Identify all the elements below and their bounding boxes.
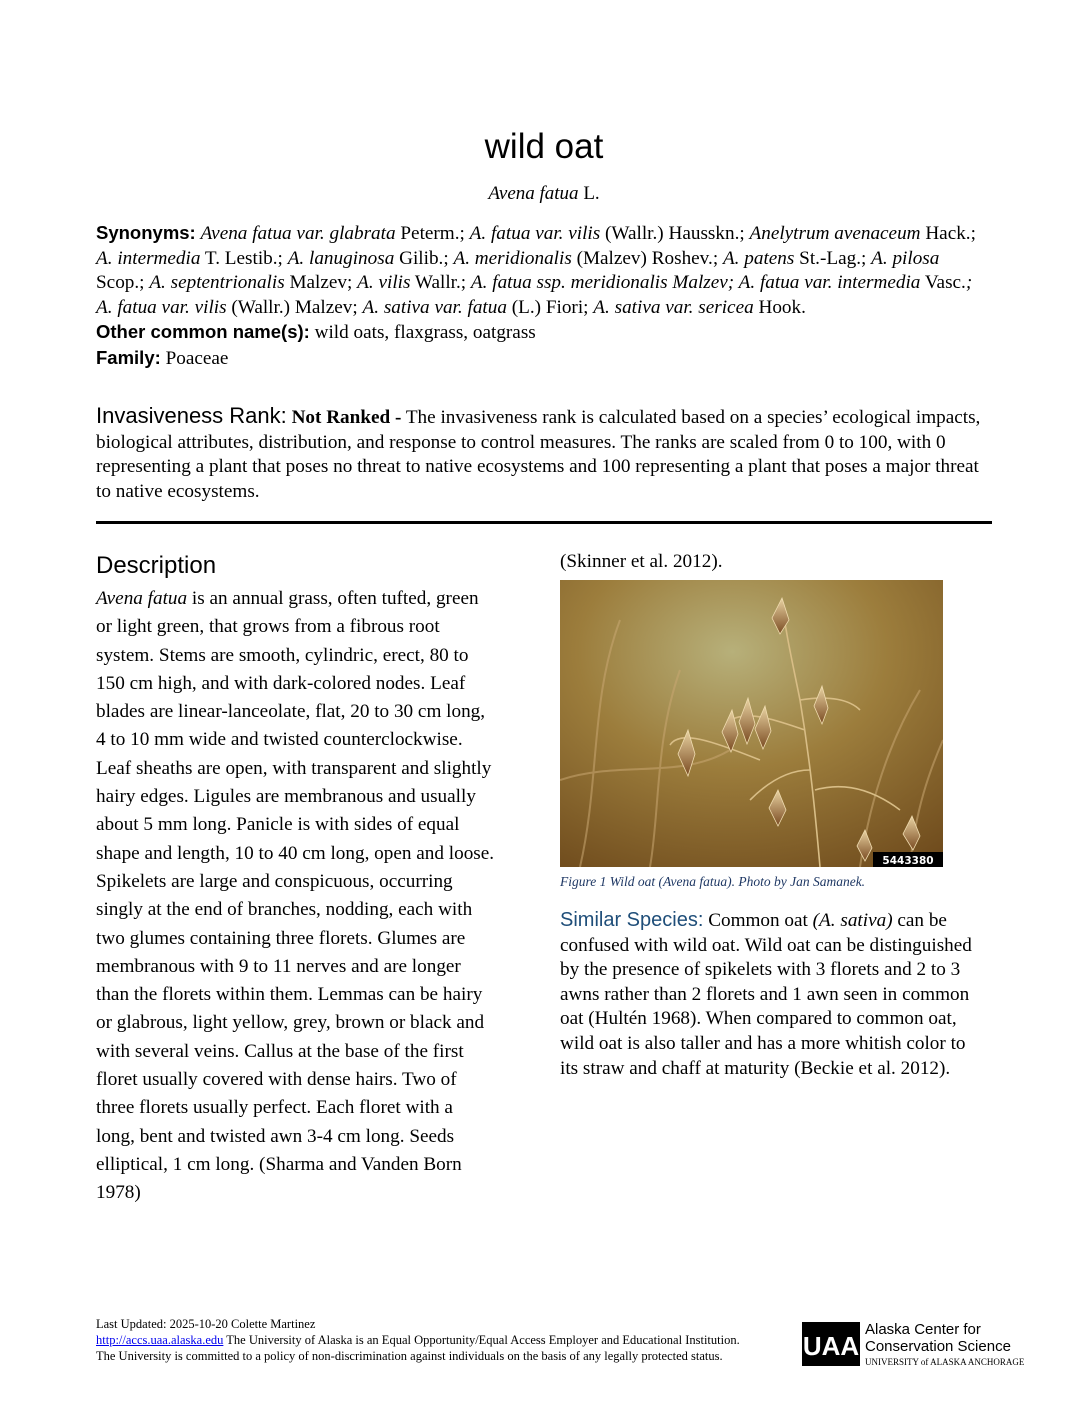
similar-species-name: (A. sativa) [812, 910, 893, 931]
synonym-fragment: Malzev; [284, 272, 358, 294]
synonym-fragment: (L.) Fiori; [506, 296, 594, 318]
synonym-fragment: Avena fatua var. glabrata [200, 223, 396, 244]
synonym-fragment: T. Lestib.; [200, 247, 288, 269]
family-label: Family: [96, 346, 161, 368]
invasiveness-value: Not Ranked - [291, 407, 402, 428]
synonym-fragment: Hack.; [920, 223, 976, 244]
description-text [96, 585, 496, 1208]
common-names [96, 320, 986, 346]
footer [96, 1316, 756, 1364]
accs-link[interactable]: http://accs.uaa.alaska.edu [96, 1333, 224, 1347]
family-value: Poaceae [165, 347, 229, 369]
similar-species-text: can be confused with wild oat. Wild oat can be distinguished by the presence of spikelets with 3 florets and 2 to 3 awns rather than 2 florets and 1 awn seen in common oat (Hultén 1968). When compared to common oat, wild oat is also taller and has a more whitish color to its straw and chaff at maturity (Beckie et al. 2012). [560, 910, 972, 1079]
synonym-fragment: Anelytrum avenaceum [749, 223, 921, 244]
family [96, 346, 986, 372]
invasiveness-rank [96, 404, 986, 504]
similar-species-intro: Common oat [708, 910, 808, 931]
synonym-fragment: A. sativa var. fatua [362, 296, 507, 318]
synonym-fragment: (Wallr.) Malzev; [226, 296, 363, 318]
synonym-fragment: A. meridionalis [453, 247, 572, 269]
similar-species-label: Similar Species: [560, 909, 704, 931]
invasiveness-label: Invasiveness Rank: [96, 403, 287, 428]
synonym-fragment: ; A. fatua var. vilis [96, 272, 973, 318]
wild-oat-photo [560, 580, 943, 867]
synonyms [96, 221, 986, 320]
synonym-fragment: A. fatua var. vilis [469, 223, 601, 244]
synonym-fragment: (Malzev) Roshev.; [571, 247, 723, 269]
synonym-fragment: A. pilosa [871, 247, 940, 269]
synonym-fragment: St.-Lag.; [794, 247, 872, 269]
last-updated: Last Updated: 2025-10-20 Colette Martinez [96, 1317, 316, 1331]
common-names-value: wild oats, flaxgrass, oatgrass [314, 322, 536, 344]
logo-line-1: Alaska Center for [865, 1321, 981, 1338]
synonyms-list [96, 223, 976, 318]
logo-mark: UAA [802, 1331, 860, 1361]
synonym-fragment: Vasc. [920, 272, 966, 294]
synonyms-label: Synonyms: [96, 222, 196, 243]
synonym-fragment: Scop.; [96, 272, 150, 294]
description-continuation: (Skinner et al. 2012). [560, 551, 723, 572]
accs-logo [802, 1320, 1042, 1370]
synonym-fragment: Hook. [753, 296, 806, 318]
synonym-fragment: A. fatua ssp. meridionalis Malzev; A. fatua var. intermedia [470, 272, 921, 294]
photo-image-id: 5443380 [882, 855, 934, 867]
logo-line-2: Conservation Science [865, 1338, 1011, 1355]
synonym-fragment: A. sativa var. sericea [593, 296, 754, 318]
description-heading: Description [96, 552, 217, 579]
section-divider [96, 521, 992, 524]
figure-caption: Figure 1 Wild oat (Avena fatua). Photo by Jan Samanek. [560, 874, 866, 889]
synonym-fragment: A. septentrionalis [149, 272, 285, 294]
synonym-fragment: A. lanuginosa [287, 247, 395, 269]
page-title: wild oat [484, 127, 604, 166]
synonym-fragment: (Wallr.) Hausskn.; [600, 223, 750, 244]
scientific-name-author: L. [583, 183, 600, 204]
footer-text: The University of Alaska is an Equal Opportunity/Equal Access Employer and Educational Institution. The University is committed to a policy of non-discrimination against individuals on the basis of any legally protected status. [96, 1333, 740, 1363]
common-names-label: Other common name(s): [96, 321, 310, 343]
taxonomy-block [96, 221, 986, 372]
similar-species [560, 908, 980, 1081]
invasiveness-text: The invasiveness rank is calculated based on a species’ ecological impacts, biological attributes, distribution, and response to control measures. The ranks are scaled from 0 to 100, with 0 representing a plant that poses no threat to native ecosystems and 100 representing a plant that poses a major threat to native ecosystems. [96, 407, 981, 502]
scientific-name-species: Avena fatua [488, 183, 579, 204]
description-species: Avena fatua [96, 588, 188, 609]
synonym-fragment: Wallr.; [410, 272, 471, 294]
synonym-fragment: A. vilis [357, 272, 411, 294]
footer-notice [96, 1332, 756, 1364]
synonym-fragment: Peterm.; [395, 223, 470, 244]
description-body: is an annual grass, often tufted, green or light green, that grows from a fibrous root system. Stems are smooth, cylindric, erect, 80 to 150 cm high, and with dark-colored nodes. Leaf blades are linear-lanceolate, flat, 20 to 30 cm long, 4 to 10 mm wide and twisted counterclockwise. Leaf sheaths are open, with transparent and slightly hairy edges. Ligules are membranous and usually about 5 mm long. Panicle is with sides of equal shape and length, 10 to 40 cm long, open and loose. Spikelets are large and conspicuous, occurring singly at the end of branches, nodding, each with two glumes containing three florets. Glumes are membranous with 9 to 11 nerves and are longer than the florets within them. Lemmas can be hairy or glabrous, light yellow, grey, brown or black and with several veins. Callus at the base of the first floret usually covered with dense hairs. Two of three florets usually perfect. Each floret with a long, bent and twisted awn 3-4 cm long. Seeds elliptical, 1 cm long. (Sharma and Vanden Born 1978) [96, 588, 495, 1204]
logo-line-3: UNIVERSITY of ALASKA ANCHORAGE [865, 1357, 1025, 1367]
synonym-fragment: A. patens [722, 247, 795, 269]
scientific-name [0, 183, 1088, 205]
synonym-fragment: Gilib.; [394, 247, 454, 269]
synonym-fragment: A. intermedia [96, 247, 201, 269]
